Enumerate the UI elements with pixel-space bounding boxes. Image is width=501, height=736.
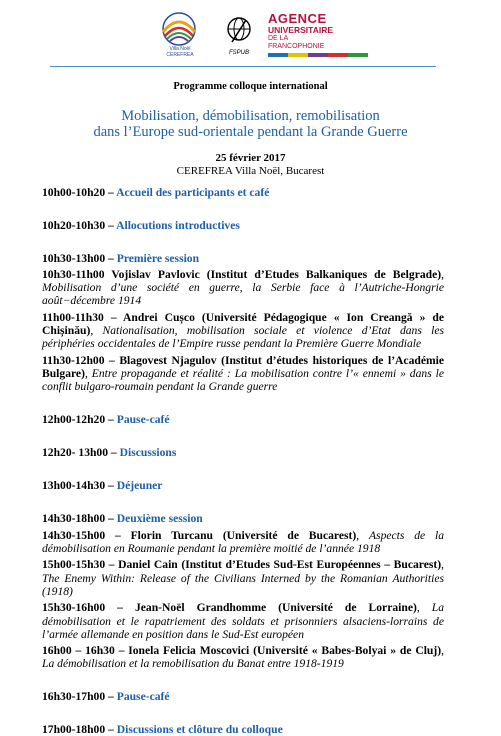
schedule-item-session-1 — [42, 252, 444, 265]
schedule-label: Deuxième session — [116, 512, 203, 526]
title-line-2: dans l’Europe sud-orientale pendant la Grande Guerre — [93, 124, 408, 140]
schedule-label: Déjeuner — [116, 479, 163, 493]
schedule-label: Discussions — [119, 445, 177, 459]
schedule-item-welcome — [42, 186, 444, 199]
talk-title: Aspects de la démobilisation en Roumanie pendant la première moitié de l’année 1918 — [42, 528, 444, 556]
talk-title: The Enemy Within: Release of the Civilians Interned by the Romanian Authorities (1918) — [42, 571, 444, 598]
talk-title: La démobilisation et le rapatriement des soldats et prisonniers alsaciens-lorrains de l’armée allemande en position dans le Sud-Est européen — [42, 601, 444, 641]
talk-njagulov: 11h30-12h00 – Blagovest Njagulov (Institut d’études historiques de l’Académie Bulgare), Entre propagande et réalité : La mobilisation contre l’« ennemi » dans le conflit bulgaro-roumain pendant la Grande guerre — [42, 353, 444, 394]
title-line-1: Mobilisation, démobilisation, remobilisation — [121, 108, 380, 124]
talk-speaker: 15h00-15h30 – Daniel Cain (Institut d’Etudes Sud-Est Européennes – Bucarest) — [42, 558, 442, 572]
program-list — [42, 186, 444, 736]
talk-pavlovic: 10h30-11h00 Vojislav Pavlovic (Institut d’Etudes Balkaniques de Belgrade), Mobilisation d’une société en guerre, la Serbie face à l’Autriche-Hongrie août−décembre 1914 — [42, 267, 444, 308]
schedule-time: 16h30-17h00 – — [42, 689, 117, 703]
fspub-globe-icon — [222, 14, 256, 48]
schedule-time: 17h00-18h00 – — [42, 723, 117, 736]
talk-speaker: 11h00-11h30 – Andrei Cușco (Université Pédagogique « Ion Creangă » de Chișinău) — [42, 310, 444, 338]
auf-logo-line3: DE LA — [268, 35, 289, 42]
auf-color-bar — [268, 53, 368, 57]
schedule-label: Pause-café — [116, 689, 170, 703]
venue-name: CEREFREA — [176, 165, 233, 177]
talk-speaker: 16h00 – 16h30 – Ionela Felicia Moscovici (Université « Babes-Bolyai » de Cluj) — [42, 644, 442, 658]
schedule-label: Pause-café — [116, 412, 170, 426]
schedule-time: 10h20-10h30 – — [42, 219, 117, 233]
schedule-time: 10h00-10h20 – — [42, 186, 117, 199]
villa-noel-emblem-icon — [150, 10, 208, 48]
schedule-item-coffee-2 — [42, 690, 444, 703]
schedule-label: Première session — [116, 251, 200, 265]
header-logos — [150, 10, 370, 62]
talk-speaker: 11h30-12h00 – Blagovest Njagulov (Institut d’études historiques de l’Académie Bulgare) — [42, 353, 444, 380]
fspub-logo-text: FSPUB — [228, 50, 249, 56]
page-title — [0, 108, 501, 140]
schedule-item-closing — [42, 723, 444, 736]
event-date: 25 février 2017 — [215, 152, 286, 164]
fspub-logo — [222, 14, 256, 60]
auf-logo-line1: AGENCE — [268, 11, 327, 26]
schedule-time: 12h00-12h20 – — [42, 412, 117, 426]
talk-grandhomme: 15h30-16h00 – Jean-Noël Grandhomme (Université de Lorraine), La démobilisation et le rapatriement des soldats et prisonniers alsaciens-lorrains de l’armée allemande en position dans le Sud-Est européen — [42, 601, 444, 641]
schedule-label: Allocutions introductives — [116, 219, 240, 233]
villa-noel-logo — [150, 10, 208, 62]
schedule-item-session-2 — [42, 512, 444, 525]
talk-title: La démobilisation et la remobilisation du Banat entre 1918-1919 — [42, 657, 344, 671]
schedule-time: 12h20- 13h00 – — [42, 445, 120, 459]
talk-cusco: 11h00-11h30 – Andrei Cușco (Université Pédagogique « Ion Creangă » de Chișinău), Nationalisation, mobilisation sociale et violence d’Etat dans les périphéries occidentales de l’Empire russe pendant la Première Guerre Mondiale — [42, 310, 444, 351]
header-divider — [50, 66, 436, 67]
talk-speaker: 14h30-15h00 – Florin Turcanu (Université de Bucarest) — [42, 528, 357, 542]
talk-title: Entre propagande et réalité : La mobilisation contre l’« ennemi » dans le conflit bulgaro-roumain pendant la Grande guerre — [42, 366, 444, 394]
auf-logo-line2: UNIVERSITAIRE — [268, 25, 334, 35]
schedule-label: Accueil des participants et café — [116, 186, 270, 199]
page-subtitle: Programme colloque international — [173, 81, 328, 92]
talk-moscovici: 16h00 – 16h30 – Ionela Felicia Moscovici (Université « Babes-Bolyai » de Cluj), La démobilisation et la remobilisation du Banat entre 1918-1919 — [42, 644, 444, 671]
talk-turcanu: 14h30-15h00 – Florin Turcanu (Université de Bucarest), Aspects de la démobilisation en Roumanie pendant la première moitié de l’année 1918 — [42, 528, 444, 556]
talk-speaker: 10h30-11h00 Vojislav Pavlovic (Institut d’Etudes Balkaniques de Belgrade) — [42, 267, 442, 281]
talk-title: Nationalisation, mobilisation sociale et violence d’Etat dans les périphéries occidentales de l’Empire russe pendant la Première Guerre Mondiale — [42, 324, 444, 351]
schedule-item-discussions-1 — [42, 446, 444, 459]
villa-noel-logo-text: Villa Noël CEREFREA — [166, 46, 194, 58]
schedule-label: Discussions et clôture du colloque — [116, 723, 283, 736]
event-date-venue — [0, 152, 501, 178]
schedule-item-opening — [42, 219, 444, 232]
auf-logo-line4: FRANCOPHONIE — [268, 43, 325, 50]
schedule-time: 10h30-13h00 – — [42, 251, 117, 265]
schedule-item-coffee-1 — [42, 413, 444, 426]
schedule-item-lunch — [42, 479, 444, 492]
talk-cain: 15h00-15h30 – Daniel Cain (Institut d’Etudes Sud-Est Européennes – Bucarest), The Enemy Within: Release of the Civilians Interned by the Romanian Authorities (1918) — [42, 558, 444, 598]
schedule-time: 14h30-18h00 – — [42, 512, 117, 526]
talk-title: Mobilisation d’une société en guerre, la Serbie face à l’Autriche-Hongrie août−décembre 1914 — [42, 281, 444, 308]
venue-location: Villa Noël, Bucarest — [232, 165, 325, 177]
schedule-time: 13h00-14h30 – — [42, 479, 117, 493]
auf-logo — [268, 12, 368, 60]
talk-speaker: 15h30-16h00 – Jean-Noël Grandhomme (Université de Lorraine) — [42, 601, 417, 615]
